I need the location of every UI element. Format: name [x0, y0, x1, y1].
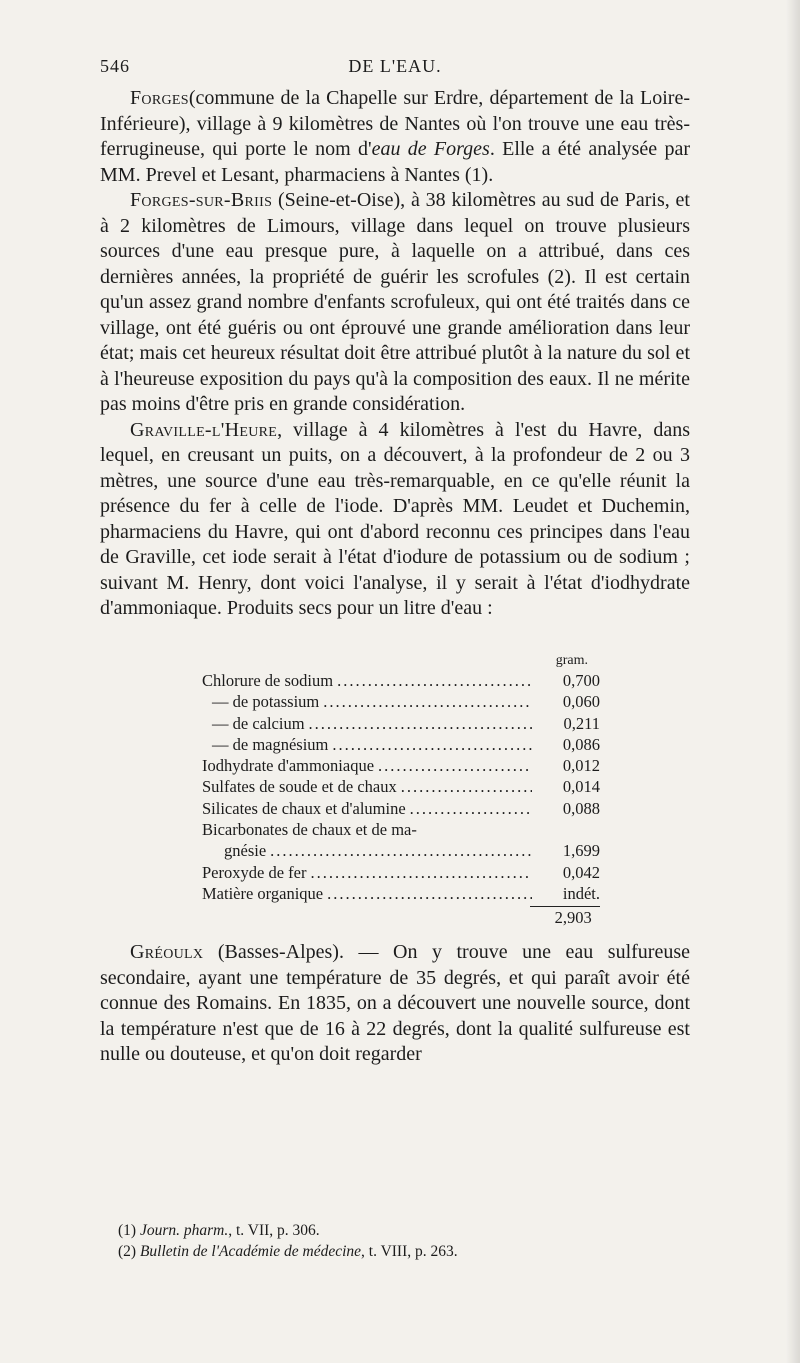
row-label: gnésie: [224, 841, 267, 861]
row-label: Iodhydrate d'ammoniaque: [202, 756, 375, 776]
main-text-continued: [100, 940, 690, 1068]
entry-text: , village à 4 kilomètres à l'est du Havre, dans lequel, en creusant un puits, on a découvert, à la profondeur de 2 ou 3 mètres, une source d'une eau très-remarquable, en ce qu'elle réunit la présence du fer à celle de l'iode. D'après MM. Leudet et Duchemin, pharmaciens du Havre, qui ont d'abord reconnu ces principes dans l'eau de Graville, cet iode serait à l'état d'iodure de potassium ou de sodium ; suivant M. Henry, dont voici l'analyse, il y serait à l'état d'iodhydrate d'ammoniaque. Produits secs pour un litre d'eau :: [100, 418, 690, 619]
entry-graville: [100, 418, 690, 622]
row-value: 0,086: [562, 734, 600, 754]
entry-italic: eau de Forges: [371, 138, 490, 160]
table-row: [202, 776, 600, 797]
page-header: [100, 56, 690, 84]
footnotes: [118, 1220, 688, 1262]
footnote-number: (1): [118, 1222, 137, 1239]
footnote-source: Bulletin de l'Académie de médecine: [139, 1243, 362, 1260]
row-label: — de potassium: [212, 692, 320, 712]
footnote: [118, 1220, 688, 1241]
table-row: [202, 819, 600, 840]
table-row: [202, 840, 600, 861]
row-label: Peroxyde de fer: [202, 862, 307, 882]
row-value: 0,211: [563, 713, 600, 733]
row-value: 0,700: [562, 671, 600, 690]
entry-text: . Elle a été analysée par MM. Prevel et Lesant, pharmaciens à Nantes (1).: [100, 138, 691, 186]
total-text: 2,903: [554, 908, 592, 928]
row-value: 0,042: [562, 862, 600, 882]
entry-text: (Basses-Alpes). — On y trouve une eau sulfureuse secondaire, ayant une température de 35 degrés, et qui paraît avoir été connue des Romains. En 1835, on a découvert une nouvelle source, dont la température n'est que de 16 à 22 degrés, dont la qualité sulfureuse est nulle ou douteuse, et qu'on doit regarder: [100, 941, 690, 1065]
row-value: indét.: [562, 883, 600, 903]
row-value: 0,014: [562, 777, 600, 797]
row-label: — de magnésium: [212, 734, 329, 754]
running-title: DE L'EAU.: [348, 56, 442, 76]
table-row: [202, 862, 600, 883]
table-row: [202, 691, 600, 712]
table-row: [202, 713, 600, 734]
entry-text: (Seine-et-Oise), à 38 kilomètres au sud de Paris, et à 2 kilomètres de Limours, village dans lequel on trouve plusieurs sources d'une eau presque pure, à laquelle on a attribué, dans ces dernières années, la propriété de guérir les scrofules (2). Il est certain qu'un assez grand nombre d'enfants scrofuleux, qui ont été traités dans ce village, ont été guéris ou ont éprouvé une grande amélioration dans leur état; mais cet heureux résultat doit être attribué plutôt à la nature du sol et à l'heureuse exposition du pays qu'à la composition des eaux. Il ne mérite pas moins d'être pris en grande considération.: [100, 189, 690, 415]
page-edge-shadow: [786, 0, 800, 1363]
entry-forges-sur-briis: [100, 188, 690, 418]
footnote-number: (2): [118, 1243, 137, 1260]
row-label: Sulfates de soude et de chaux: [202, 777, 397, 797]
row-value: 0,088: [562, 798, 600, 818]
footnote-ref: , t. VII, p. 306.: [228, 1222, 320, 1239]
footnote: [118, 1241, 688, 1262]
row-label: Matière organique: [202, 883, 324, 903]
footnote-source: Journ. pharm.: [139, 1222, 229, 1239]
unit-label: gram.: [555, 653, 588, 668]
entry-forges: [100, 86, 690, 188]
table-row: [202, 798, 600, 819]
main-text: [100, 86, 690, 622]
entry-title: Forges: [130, 87, 189, 109]
table-row: [202, 883, 600, 904]
row-label: Chlorure de sodium: [202, 671, 334, 690]
row-value: 0,012: [562, 756, 600, 776]
table-row: [202, 734, 600, 755]
row-value: 0,060: [562, 692, 600, 712]
entry-title: Gréoulx: [130, 941, 204, 963]
row-label: Silicates de chaux et d'alumine: [202, 798, 406, 818]
entry-title: Forges-sur-Briis: [130, 189, 273, 211]
footnote-ref: , t. VIII, p. 263.: [361, 1243, 458, 1260]
table-row: [202, 755, 600, 776]
row-value: 1,699: [562, 841, 600, 861]
row-label: Bicarbonates de chaux et de ma-: [202, 820, 417, 840]
entry-text: (commune de la Chapelle sur Erdre, département de la Loire-Inférieure), village à 9 kilomètres de Nantes où l'on trouve une eau très-ferrugineuse, qui porte le nom d': [100, 87, 690, 160]
entry-title: Graville-l'Heure: [130, 418, 278, 441]
table-row: [202, 670, 600, 691]
row-label: — de calcium: [212, 713, 305, 733]
analysis-table: [202, 652, 600, 929]
page-number: 546: [100, 56, 130, 76]
total-value: [202, 907, 600, 928]
entry-greoulx: [100, 940, 690, 1068]
